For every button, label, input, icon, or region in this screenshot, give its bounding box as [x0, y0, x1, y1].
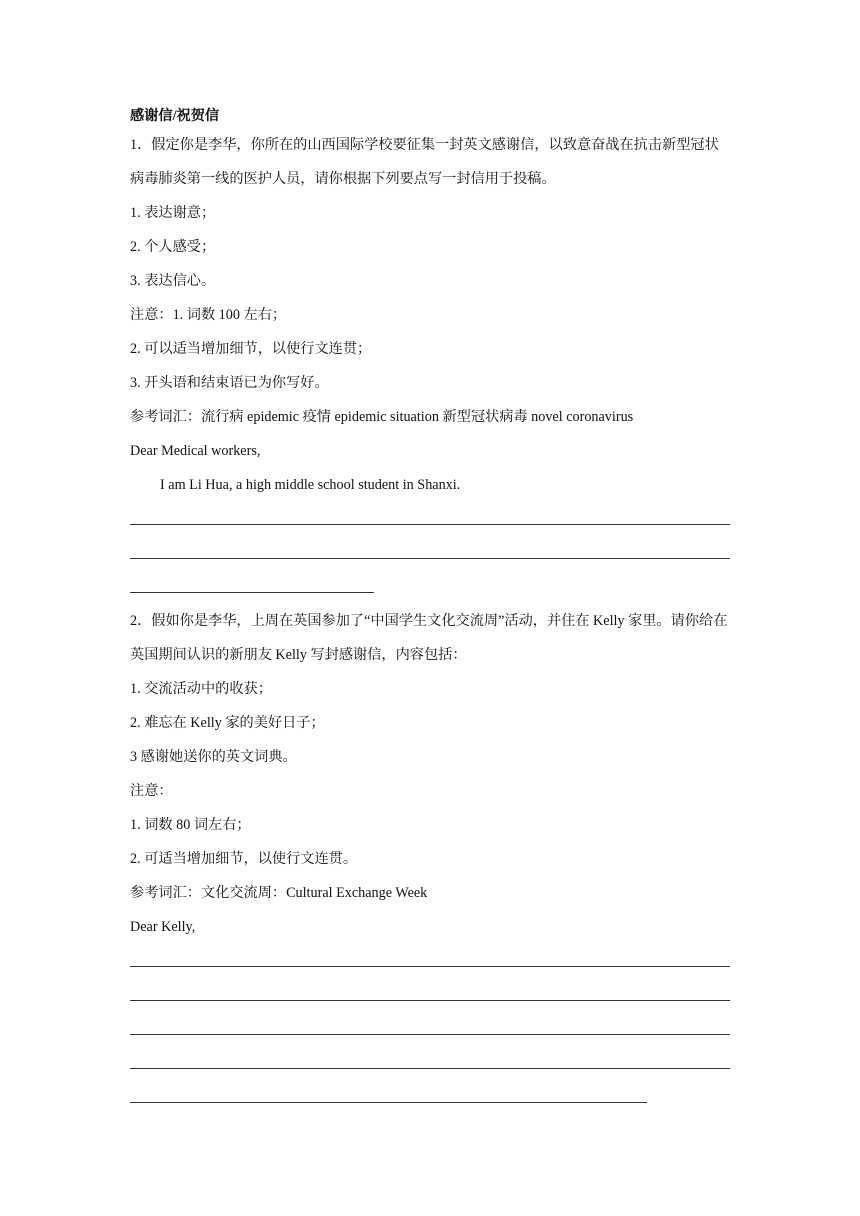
q2-salutation: Dear Kelly,	[130, 919, 196, 935]
q2-answer-line-3[interactable]	[130, 1012, 730, 1046]
q1-point-3: 3. 表达信心。	[130, 273, 216, 289]
q2-point-3: 3 感谢她送你的英文词典。	[130, 749, 297, 765]
q2-vocabulary: 参考词汇：文化交流周：Cultural Exchange Week	[130, 885, 428, 901]
question-1	[130, 128, 730, 196]
q1-point-1: 1. 表达谢意；	[130, 205, 216, 221]
q1-point-2: 2. 个人感受；	[130, 239, 216, 255]
q2-answer-line-2[interactable]	[130, 978, 730, 1012]
q1-vocabulary: 参考词汇：流行病 epidemic 疫情 epidemic situation 新型冠状病毒 novel coronavirus	[130, 409, 634, 425]
section-title: 感谢信/祝贺信	[130, 108, 220, 124]
q1-note-2: 2. 可以适当增加细节，以使行文连贯；	[130, 341, 372, 357]
q1-opening-sentence: I am Li Hua, a high middle school student in Shanxi.	[160, 477, 461, 493]
q2-note-1: 1. 词数 80 词左右；	[130, 817, 251, 833]
q1-note-3: 3. 开头语和结束语已为你写好。	[130, 375, 329, 391]
q1-answer-line-2[interactable]	[130, 536, 730, 570]
q1-note-1: 注意：1. 词数 100 左右；	[130, 307, 287, 323]
q1-answer-line-1[interactable]	[130, 502, 730, 536]
q1-answer-line-3[interactable]	[130, 570, 730, 604]
q2-note-2: 2. 可适当增加细节，以使行文连贯。	[130, 851, 358, 867]
question-2	[130, 604, 730, 672]
q2-answer-line-4[interactable]	[130, 1046, 730, 1080]
q2-answer-line-1[interactable]	[130, 944, 730, 978]
q2-point-2: 2. 难忘在 Kelly 家的美好日子；	[130, 715, 325, 731]
question-2-prompt: 2．假如你是李华，上周在英国参加了“中国学生文化交流周”活动，并住在 Kelly 家里。请你给在英国期间认识的新朋友 Kelly 写封感谢信，内容包括：	[130, 613, 728, 663]
q2-answer-line-5[interactable]	[130, 1080, 730, 1114]
document-content	[130, 104, 730, 1114]
q2-notes-label: 注意：	[130, 783, 173, 799]
question-1-prompt: 1．假定你是李华，你所在的山西国际学校要征集一封英文感谢信，以致意奋战在抗击新型冠状病毒肺炎第一线的医护人员，请你根据下列要点写一封信用于投稿。	[130, 137, 719, 187]
q1-salutation: Dear Medical workers,	[130, 443, 261, 459]
q2-point-1: 1. 交流活动中的收获；	[130, 681, 272, 697]
